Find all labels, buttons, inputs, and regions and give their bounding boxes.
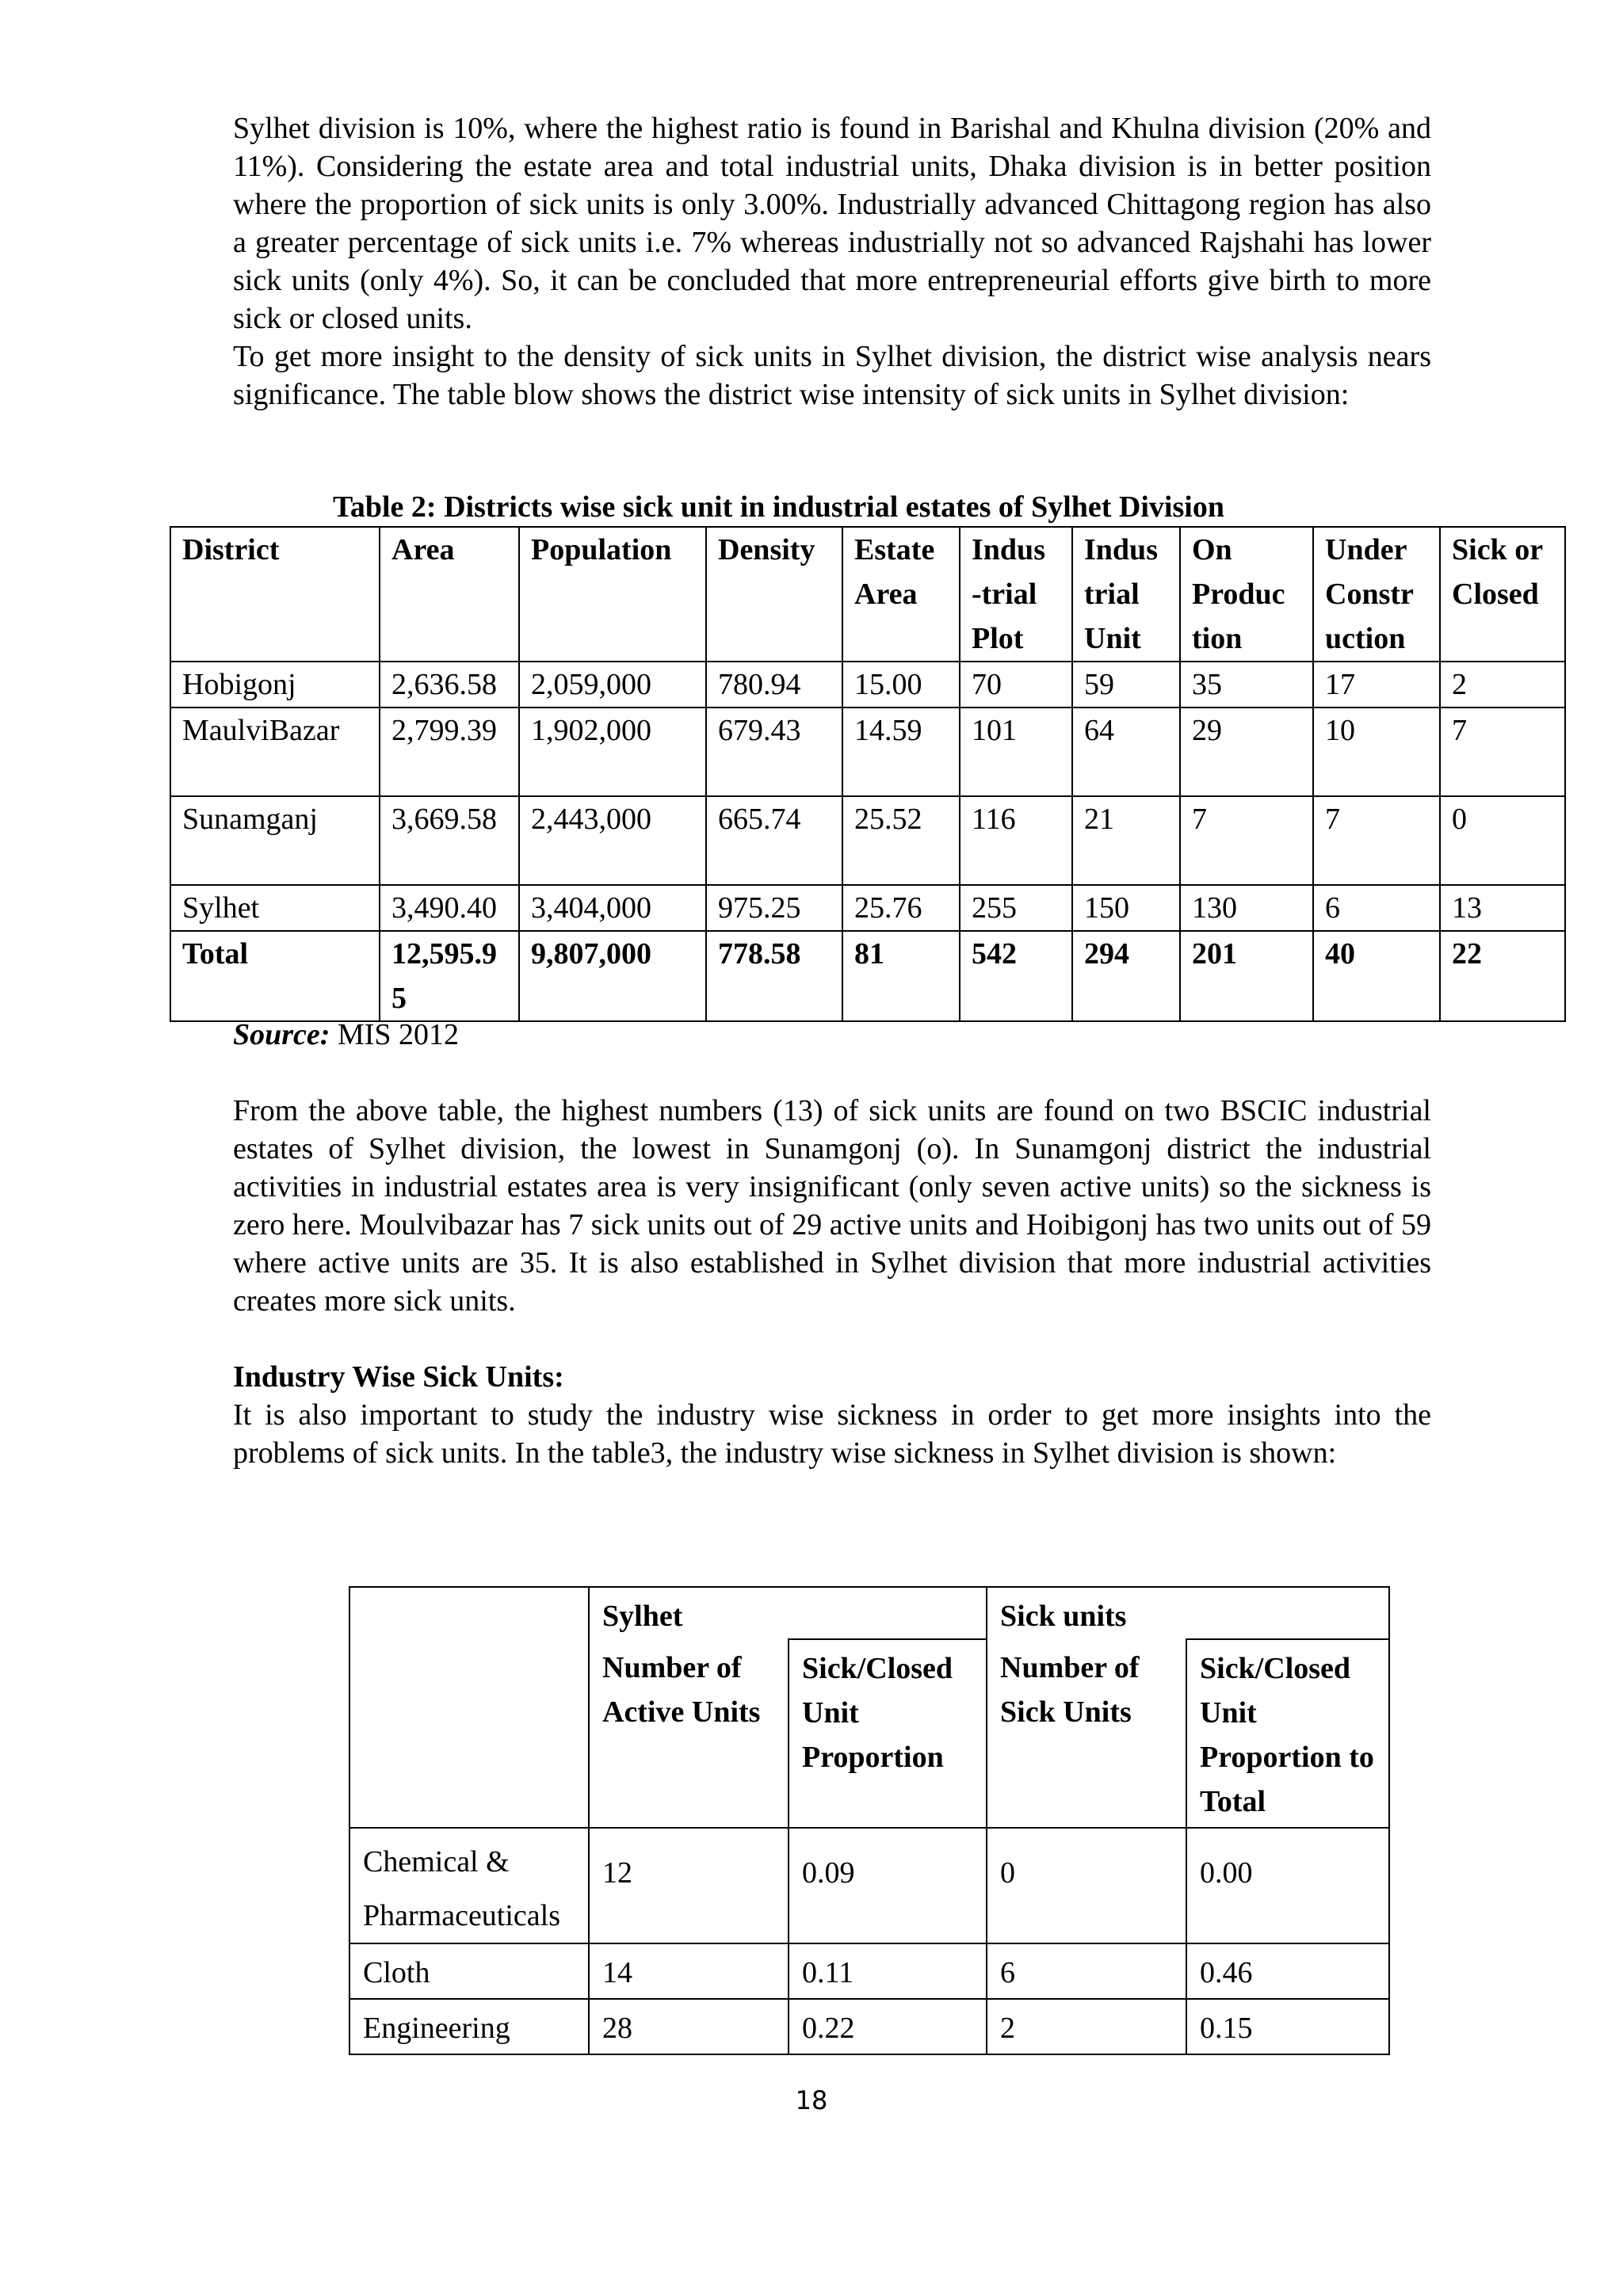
table2-cell: 7 <box>1440 707 1565 796</box>
table2-header-row <box>170 527 1565 662</box>
table2-total-cell: 81 <box>842 931 960 1021</box>
table3-empty-header <box>349 1587 589 1828</box>
table2-header: Under Constr uction <box>1313 527 1440 662</box>
table2-cell: 14.59 <box>842 707 960 796</box>
table2-total-cell: Total <box>170 931 380 1021</box>
table2-cell: 7 <box>1180 796 1313 885</box>
table2-cell: 2,799.39 <box>380 707 519 796</box>
table2-cell: 1,902,000 <box>519 707 706 796</box>
table2-total-cell: 294 <box>1072 931 1180 1021</box>
table3-cell: 14 <box>589 1943 789 1999</box>
table2-total-cell: 9,807,000 <box>519 931 706 1021</box>
table2-cell: 2,443,000 <box>519 796 706 885</box>
table2-cell: 64 <box>1072 707 1180 796</box>
table3-cell: 0.22 <box>789 1999 987 2054</box>
table3-cell: 0.09 <box>789 1828 987 1943</box>
table2-header: Indus -trial Plot <box>960 527 1072 662</box>
paragraph-industry-intro: It is also important to study the industry wise sickness in order to get more insights into the problems of sick units. In the table3, the industry wise sickness in Sylhet division is shown: <box>233 1398 1431 1470</box>
table-row <box>349 1999 1389 2054</box>
table2-cell: 255 <box>960 885 1072 931</box>
table2-cell: 975.25 <box>706 885 842 931</box>
table2-cell: 3,490.40 <box>380 885 519 931</box>
table3-sub-header: Sick/Closed Unit Proportion <box>789 1639 987 1828</box>
source-text: MIS 2012 <box>330 1018 460 1051</box>
table2-header: Sick or Closed <box>1440 527 1565 662</box>
table-row <box>170 662 1565 707</box>
table2-cell: 35 <box>1180 662 1313 707</box>
table2-cell: 10 <box>1313 707 1440 796</box>
table2-cell: 665.74 <box>706 796 842 885</box>
table3-cell: 0 <box>987 1828 1186 1943</box>
paragraph-intro: Sylhet division is 10%, where the highest ratio is found in Barishal and Khulna division (20% and 11%). Considering the estate area and total industrial units, Dhaka division is in better position where the proportion of sick units is only 3.00%. Industrially advanced Chittagong region has also a greater percentage of sick units i.e. 7% whereas industrially not so advanced Rajshahi has lower sick units (only 4%). So, it can be concluded that more entrepreneurial efforts give birth to more sick or closed units. <box>233 112 1431 335</box>
table2-cell: 25.52 <box>842 796 960 885</box>
table2-cell: 3,669.58 <box>380 796 519 885</box>
table2-total-row <box>170 931 1565 1021</box>
paragraph-district-analysis: To get more insight to the density of sick units in Sylhet division, the district wise analysis nears significance. The table blow shows the district wise intensity of sick units in Sylhet division: <box>233 340 1431 411</box>
table3-cell: 2 <box>987 1999 1186 2054</box>
table2-total-cell: 22 <box>1440 931 1565 1021</box>
table3-sub-header: Sick/Closed Unit Proportion to Total <box>1186 1639 1389 1828</box>
table2-cell: 2,636.58 <box>380 662 519 707</box>
table2-total-cell: 40 <box>1313 931 1440 1021</box>
table2-cell: 70 <box>960 662 1072 707</box>
section-heading: Industry Wise Sick Units: <box>233 1360 564 1394</box>
table3-cell: Engineering <box>349 1999 589 2054</box>
table2-cell: 13 <box>1440 885 1565 931</box>
table2-header: On Produc tion <box>1180 527 1313 662</box>
table2-cell: 2 <box>1440 662 1565 707</box>
table2-total-cell: 542 <box>960 931 1072 1021</box>
table2-cell: 6 <box>1313 885 1440 931</box>
table2-header: District <box>170 527 380 662</box>
table3-cell: 12 <box>589 1828 789 1943</box>
district-sick-unit-table <box>170 526 1566 1022</box>
industry-sick-unit-table <box>349 1586 1390 2055</box>
table2-total-cell: 12,595.95 <box>380 931 519 1021</box>
table2-total-cell: 201 <box>1180 931 1313 1021</box>
table2-caption: Table 2: Districts wise sick unit in industrial estates of Sylhet Division <box>333 490 1224 524</box>
table2-header: Estate Area <box>842 527 960 662</box>
table3-cell: 0.15 <box>1186 1999 1389 2054</box>
table3-cell: 0.46 <box>1186 1943 1389 1999</box>
table-row <box>349 1943 1389 1999</box>
table3-cell: Chemical & Pharmaceuticals <box>349 1828 589 1943</box>
table2-cell: 29 <box>1180 707 1313 796</box>
table3-group-header: Sylhet <box>589 1587 987 1639</box>
table2-header: Area <box>380 527 519 662</box>
table3-cell: 0.00 <box>1186 1828 1389 1943</box>
table2-total-cell: 778.58 <box>706 931 842 1021</box>
table3-sub-header: Number of Active Units <box>589 1639 789 1828</box>
table2-cell: 101 <box>960 707 1072 796</box>
table2-cell: 7 <box>1313 796 1440 885</box>
table2-header: Indus trial Unit <box>1072 527 1180 662</box>
table3-group-header: Sick units <box>987 1587 1389 1639</box>
table3-cell: 0.11 <box>789 1943 987 1999</box>
table2-cell: 25.76 <box>842 885 960 931</box>
table2-cell: 59 <box>1072 662 1180 707</box>
table3-sub-header: Number of Sick Units <box>987 1639 1186 1828</box>
table3-cell: 6 <box>987 1943 1186 1999</box>
table2-cell: 2,059,000 <box>519 662 706 707</box>
table2-header: Density <box>706 527 842 662</box>
table2-cell: 130 <box>1180 885 1313 931</box>
table2-cell: Sylhet <box>170 885 380 931</box>
table2-cell: 780.94 <box>706 662 842 707</box>
table3-cell: Cloth <box>349 1943 589 1999</box>
page-number: 18 <box>795 2085 828 2115</box>
table2-cell: Hobigonj <box>170 662 380 707</box>
table2-cell: 15.00 <box>842 662 960 707</box>
table-row <box>170 796 1565 885</box>
table2-cell: 17 <box>1313 662 1440 707</box>
table2-cell: 150 <box>1072 885 1180 931</box>
table3-cell: 28 <box>589 1999 789 2054</box>
table2-cell: 21 <box>1072 796 1180 885</box>
table-row <box>170 885 1565 931</box>
table-row <box>349 1828 1389 1943</box>
table2-cell: 3,404,000 <box>519 885 706 931</box>
table2-cell: Sunamganj <box>170 796 380 885</box>
table2-header: Population <box>519 527 706 662</box>
table2-cell: 679.43 <box>706 707 842 796</box>
table2-source <box>233 1016 459 1054</box>
source-label: Source: <box>233 1018 330 1051</box>
table2-cell: MaulviBazar <box>170 707 380 796</box>
table-row <box>170 707 1565 796</box>
table2-cell: 0 <box>1440 796 1565 885</box>
paragraph-table-analysis: From the above table, the highest numbers (13) of sick units are found on two BSCIC industrial estates of Sylhet division, the lowest in Sunamgonj (o). In Sunamgonj district the industrial activities in industrial estates area is very insignificant (only seven active units) so the sickness is zero here. Moulvibazar has 7 sick units out of 29 active units and Hoibigonj has two units out of 59 where active units are 35. It is also established in Sylhet division that more industrial activities creates more sick units. <box>233 1094 1431 1318</box>
table2-cell: 116 <box>960 796 1072 885</box>
table3-group-header-row <box>349 1587 1389 1639</box>
